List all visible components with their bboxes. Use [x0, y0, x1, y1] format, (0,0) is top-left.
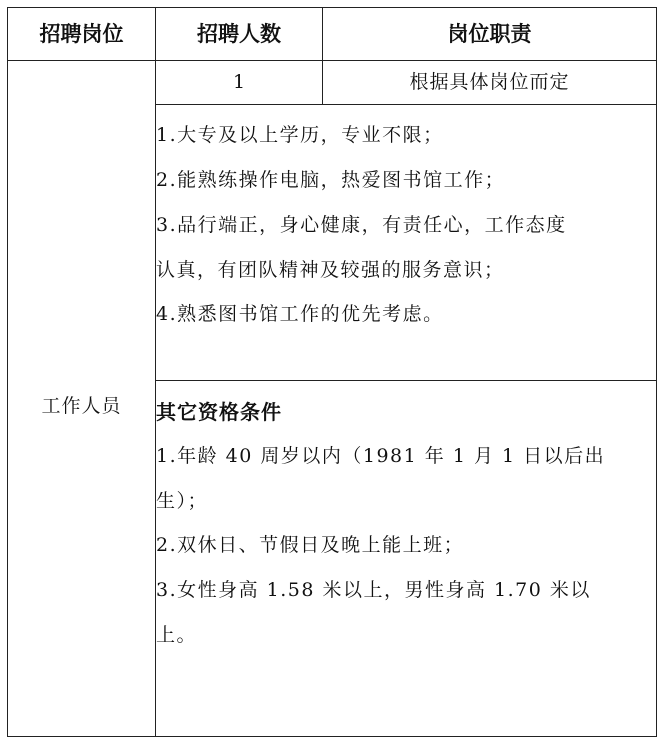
header-duty: 岗位职责: [447, 21, 532, 46]
other-line-1: 1.年龄 40 周岁以内（1981 年 1 月 1 日以后出: [156, 445, 606, 467]
count-row-divider: [155, 104, 656, 105]
other-line-4: 3.女性身高 1.58 米以上，男性身高 1.70 米以: [156, 579, 591, 601]
requirement-line-2: 2.能熟练操作电脑，热爱图书馆工作；: [156, 169, 506, 191]
position-value: 工作人员: [41, 395, 122, 417]
header-count: 招聘人数: [197, 21, 281, 46]
recruitment-table: [7, 7, 657, 737]
other-conditions-title: 其它资格条件: [156, 400, 282, 424]
requirement-line-3: 3.品行端正，身心健康，有责任心，工作态度: [156, 214, 567, 236]
count-value: 1: [232, 71, 246, 93]
other-line-3: 2.双休日、节假日及晚上能上班；: [156, 534, 465, 556]
header-position: 招聘岗位: [39, 21, 124, 46]
requirements-divider: [155, 380, 656, 381]
requirement-line-1: 1.大专及以上学历，专业不限；: [156, 124, 444, 146]
other-line-2: 生）；: [156, 490, 209, 512]
other-line-5: 上。: [156, 624, 198, 646]
requirement-line-5: 4.熟悉图书馆工作的优先考虑。: [156, 303, 444, 325]
requirement-line-4: 认真，有团队精神及较强的服务意识；: [156, 259, 505, 281]
duty-value: 根据具体岗位而定: [409, 71, 570, 93]
